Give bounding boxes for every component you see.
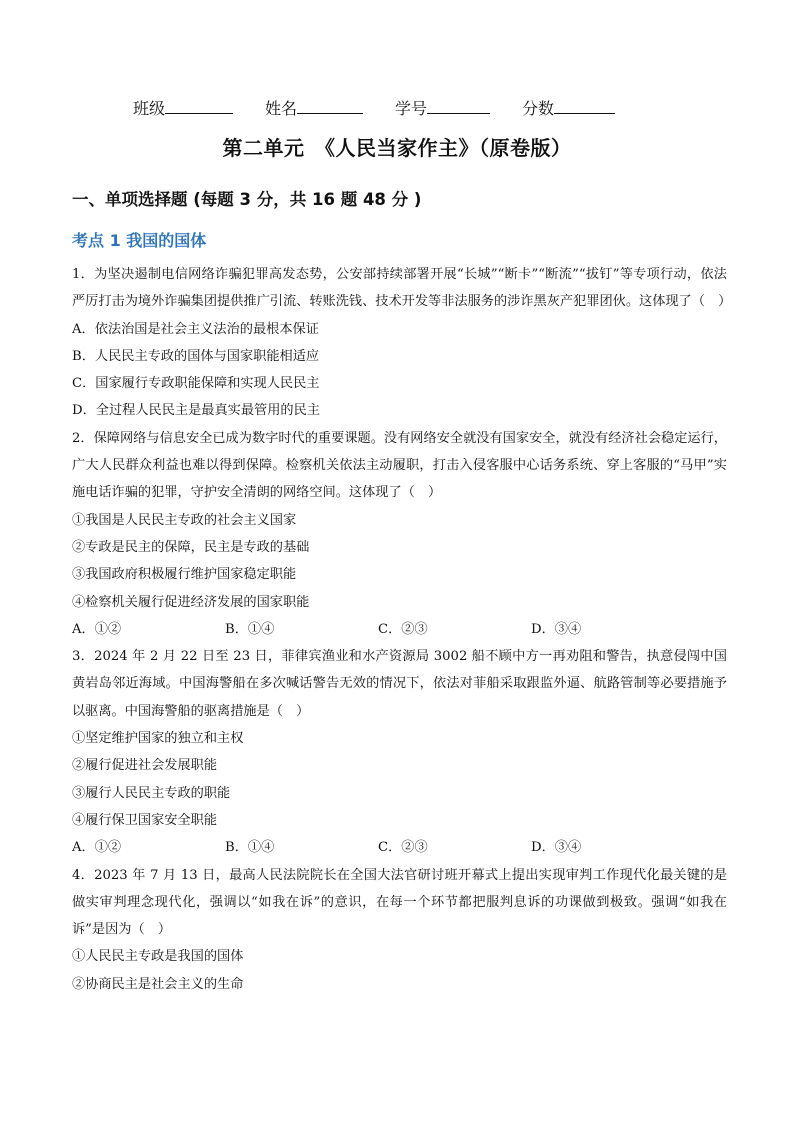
name-label: 姓名 xyxy=(265,99,298,118)
name-field[interactable] xyxy=(265,96,363,119)
question-stem: 1．为坚决遏制电信网络诈骗犯罪高发态势，公安部持续部署开展“长城”“断卡”“断流”“拔钉”等专项行动，依法严厉打击为境外诈骗集团提供推广引流、转账洗钱、技术开发等非法服务的涉诈黑灰产犯罪团伙。这体现了（ ） xyxy=(72,267,732,310)
statement-1: ①人民民主专政是我国的国体 xyxy=(72,949,244,965)
option-c[interactable]: C．国家履行专政职能保障和实现人民民主 xyxy=(72,376,320,392)
choice-d[interactable]: D．③④ xyxy=(531,840,582,856)
class-blank[interactable] xyxy=(165,98,233,114)
choice-b[interactable]: B．①④ xyxy=(225,621,275,637)
statement-2: ②专政是民主的保障，民主是专政的基础 xyxy=(72,539,310,555)
question-stem: 2．保障网络与信息安全已成为数字时代的重要课题。没有网络安全就没有国家安全，就没有经济社会稳定运行，广大人民群众利益也难以得到保障。检察机关依法主动履职，打击入侵客服中心话务系统、穿上客服的“马甲”实施电话诈骗的犯罪，守护安全清朗的网络空间。这体现了（ ） xyxy=(72,430,727,501)
option-b[interactable]: B．人民民主专政的国体与国家职能相适应 xyxy=(72,348,320,364)
question-stem: 3．2024 年 2 月 22 日至 23 日，菲律宾渔业和水产资源局 3002 船不顾中方一再劝阻和警告，执意侵闯中国黄岩岛邻近海域。中国海警船在多次喊话警告无效的情况下，依法对菲船采取跟监外逼、航路管制等必要措施予以驱离。中国海警船的驱离措施是（ ） xyxy=(72,649,727,719)
statement-2: ②协商民主是社会主义的生命 xyxy=(72,976,244,992)
student-id-field[interactable] xyxy=(395,96,490,119)
statement-3: ③履行人民民主专政的职能 xyxy=(72,785,231,801)
question-2 xyxy=(72,425,727,643)
score-label: 分数 xyxy=(522,99,555,118)
statement-4: ④履行保卫国家安全职能 xyxy=(72,812,218,828)
score-blank[interactable] xyxy=(554,98,615,114)
question-1 xyxy=(72,261,732,425)
student-info-row xyxy=(133,96,733,119)
name-blank[interactable] xyxy=(297,98,363,114)
choice-b[interactable]: B．①④ xyxy=(225,840,275,856)
choice-c[interactable]: C．②③ xyxy=(378,621,428,637)
choice-c[interactable]: C．②③ xyxy=(378,840,428,856)
choice-row xyxy=(72,834,727,861)
choice-d[interactable]: D．③④ xyxy=(531,621,582,637)
statement-3: ③我国政府积极履行维护国家稳定职能 xyxy=(72,567,297,583)
choice-a[interactable]: A．①② xyxy=(72,840,122,856)
choice-row xyxy=(72,616,727,643)
score-field[interactable] xyxy=(522,96,615,119)
question-list xyxy=(72,261,732,998)
statement-1: ①我国是人民民主专政的社会主义国家 xyxy=(72,512,297,528)
topic-heading: 考点 1 我国的国体 xyxy=(72,231,207,250)
statement-1: ①坚定维护国家的独立和主权 xyxy=(72,731,244,747)
class-label: 班级 xyxy=(133,99,166,118)
class-field[interactable] xyxy=(133,96,233,119)
option-d[interactable]: D．全过程人民民主是最真实最管用的民主 xyxy=(72,403,320,419)
page-title: 第二单元 《人民当家作主》（原卷版） xyxy=(222,136,572,160)
statement-2: ②履行促进社会发展职能 xyxy=(72,758,218,774)
student-id-label: 学号 xyxy=(395,99,428,118)
student-id-blank[interactable] xyxy=(427,98,490,114)
section-heading: 一、单项选择题 (每题 3 分，共 16 题 48 分 ) xyxy=(72,190,422,209)
question-3 xyxy=(72,643,727,861)
question-4 xyxy=(72,862,727,998)
option-a[interactable]: A．依法治国是社会主义法治的最根本保证 xyxy=(72,321,319,337)
statement-4: ④检察机关履行促进经济发展的国家职能 xyxy=(72,594,310,610)
choice-a[interactable]: A．①② xyxy=(72,621,122,637)
question-stem: 4．2023 年 7 月 13 日，最高人民法院院长在全国大法官研讨班开幕式上提出实现审判工作现代化最关键的是做实审判理念现代化，强调以“如我在诉”的意识，在每一个环节都把服判息诉的功课做到极致。强调“如我在诉”是因为（ ） xyxy=(72,867,727,938)
